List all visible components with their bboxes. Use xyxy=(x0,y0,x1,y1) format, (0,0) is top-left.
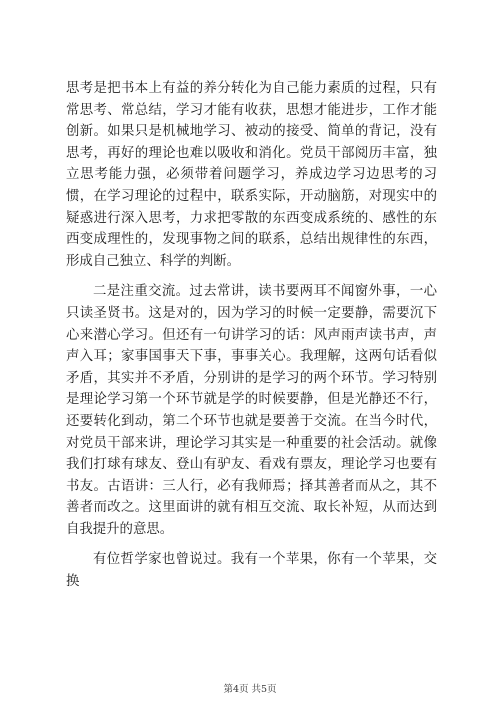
paragraph-2: 二是注重交流。过去常讲，读书要两耳不闻窗外事，一心只读圣贤书。这是对的，因为学习的时候一定要静，需要沉下心来潜心学习。但还有一句讲学习的话：风声雨声读书声，声声入耳；家事国事天下事，事事关心。我理解，这两句话看似矛盾，其实并不矛盾，分别讲的是学习的两个环节。学习特别是理论学习第一个环节就是学的时候要静，但是光静还不行，还要转化到动，第二个环节也就是要善于交流。在当今时代，对党员干部来讲，理论学习其实是一种重要的社会活动。就像我们打球有球友、登山有驴友、看戏有票友，理论学习也要有书友。古语讲：三人行，必有我师焉；择其善者而从之，其不善者而改之。这里面讲的就有相互交流、取长补短，从而达到自我提升的意思。 xyxy=(66,284,437,537)
paragraph-3: 有位哲学家也曾说过。我有一个苹果，你有一个苹果，交换 xyxy=(66,552,437,590)
page-number-footer: 第4页 共5页 xyxy=(223,684,277,695)
document-body xyxy=(66,78,437,602)
paragraph-1: 思考是把书本上有益的养分转化为自己能力素质的过程，只有常思考、常总结，学习才能有收获，思想才能进步，工作才能创新。如果只是机械地学习、被动的接受、简单的背记，没有思考，再好的理论也难以吸收和消化。党员干部阅历丰富，独立思考能力强，必须带着问题学习，养成边学习边思考的习惯，在学习理论的过程中，联系实际，开动脑筋，对现实中的疑惑进行深入思考，力求把零散的东西变成系统的、感性的东西变成理性的，发现事物之间的联系，总结出规律性的东西，形成自己独立、科学的判断。 xyxy=(66,81,437,269)
